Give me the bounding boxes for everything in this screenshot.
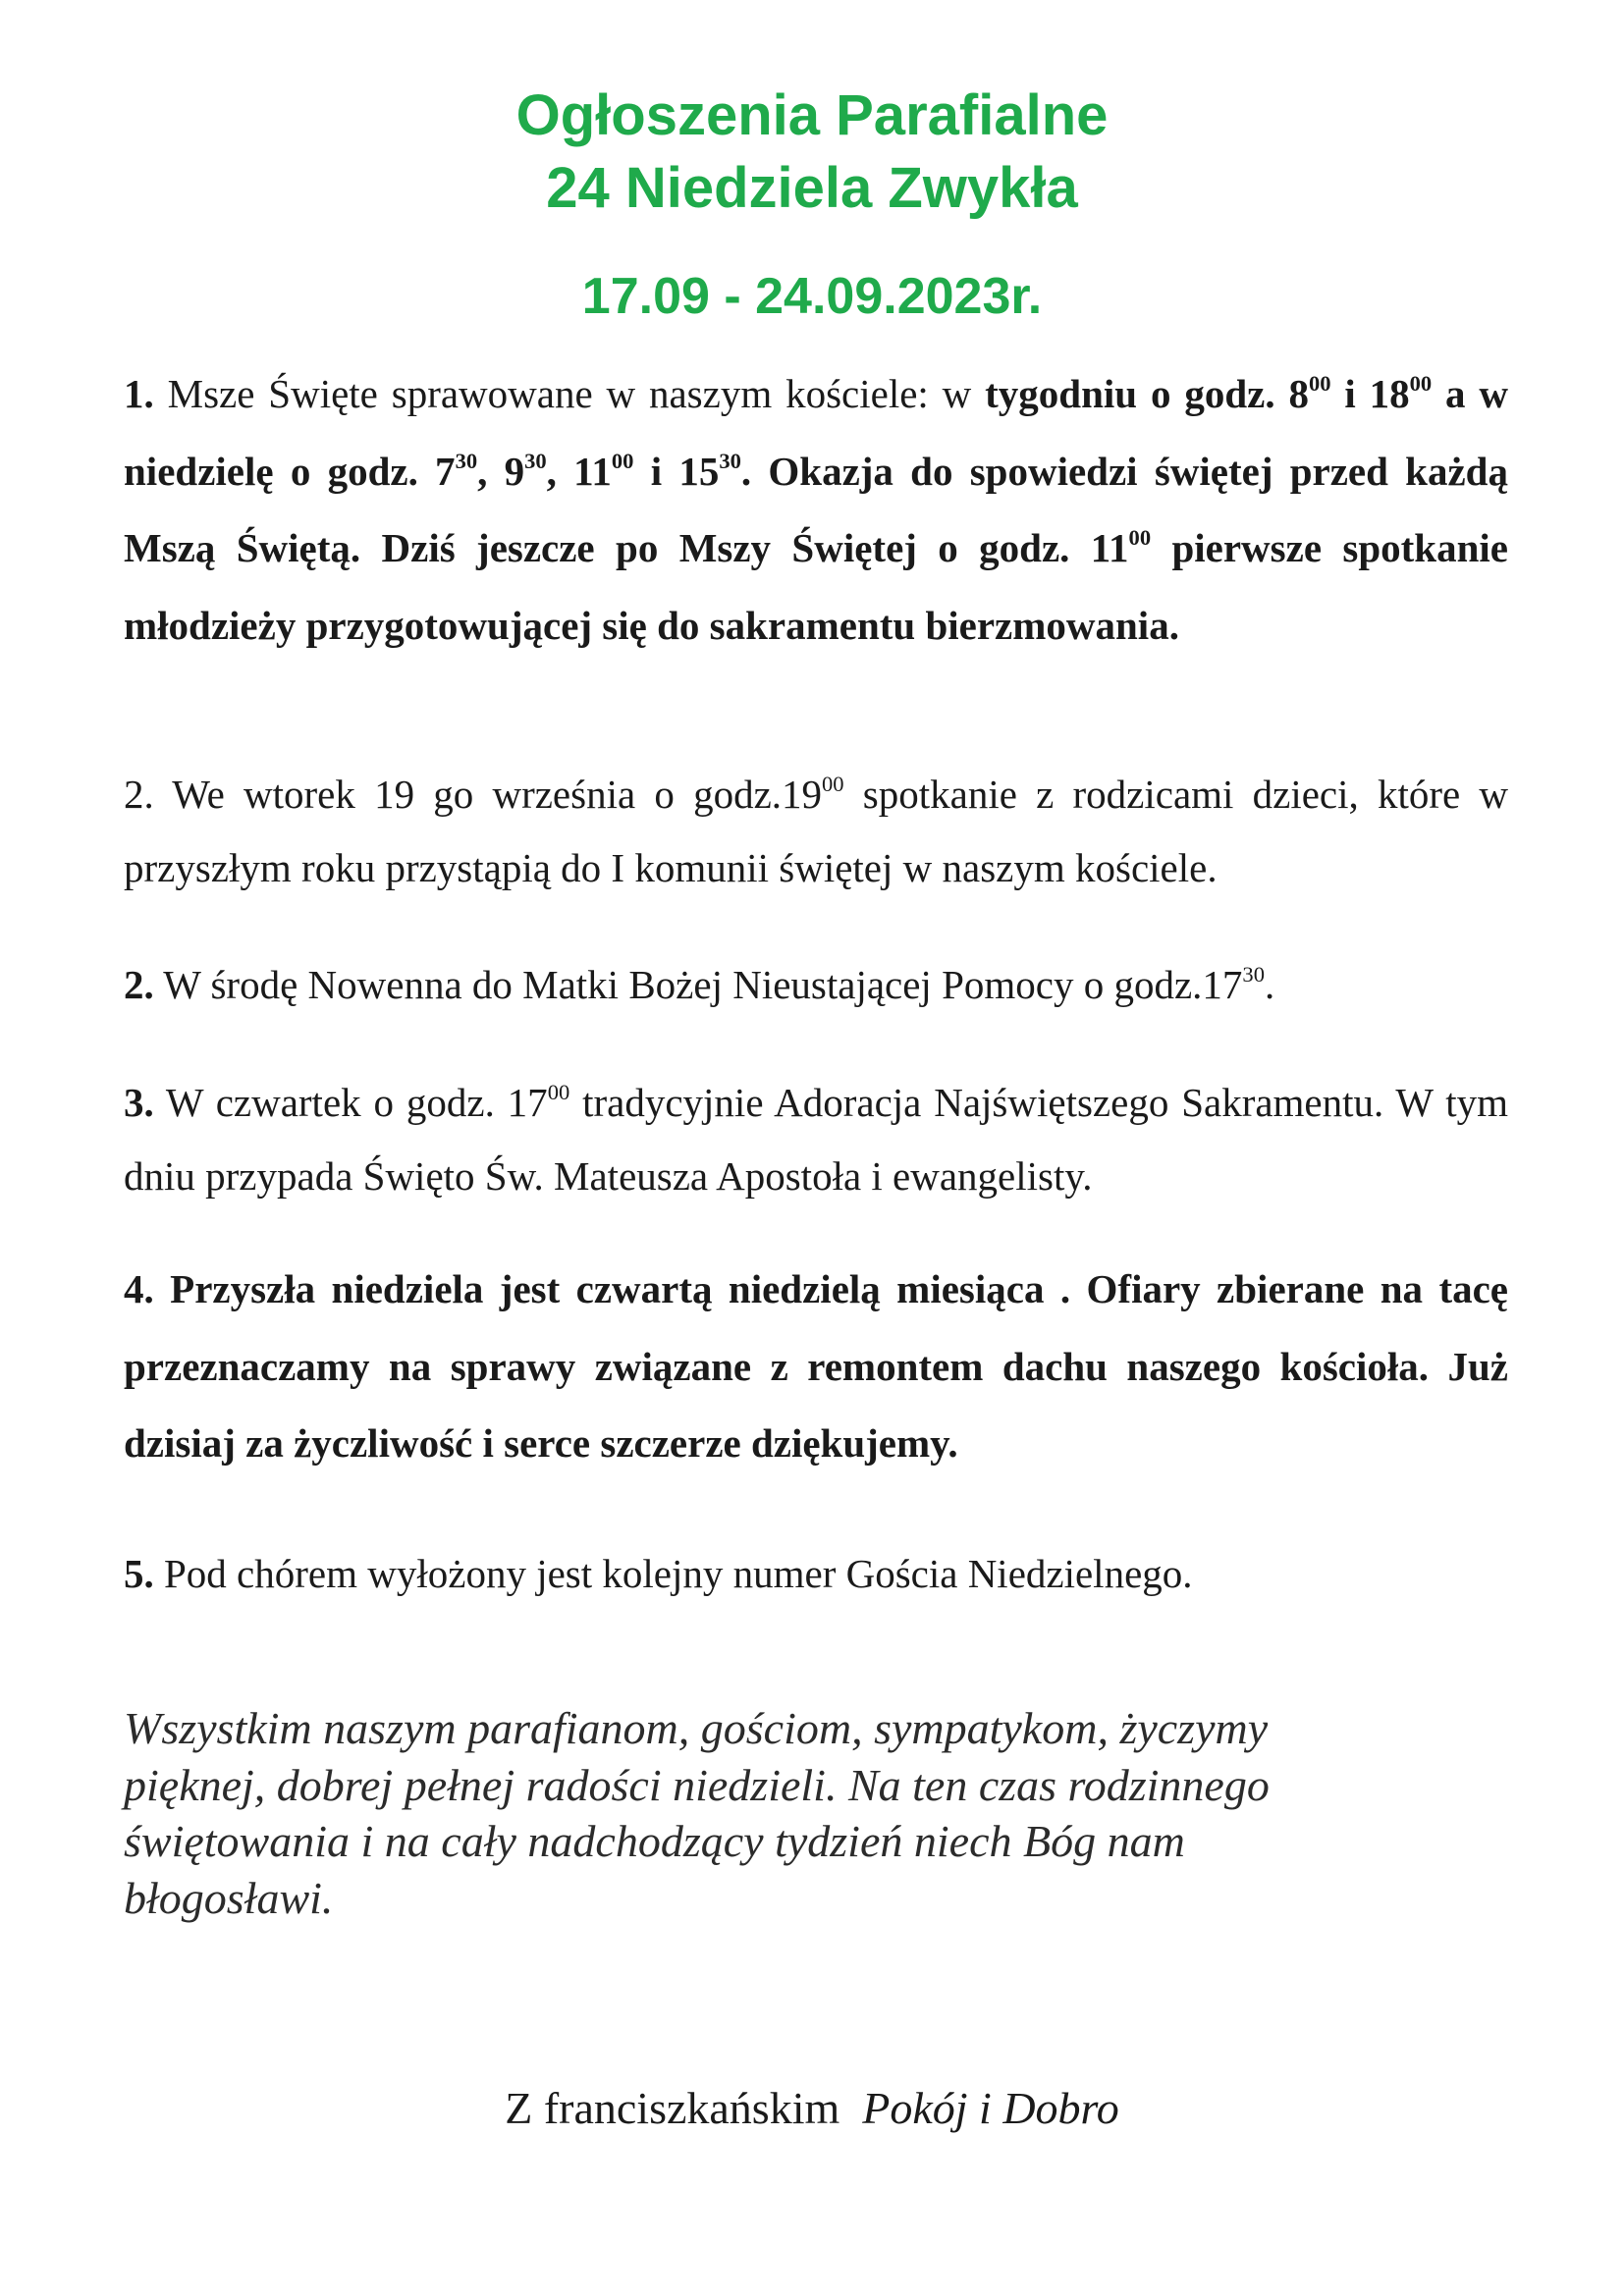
announcement-6-number: 5.	[124, 1551, 154, 1596]
wishes-line: Wszystkim naszym parafianom, gościom, sympatykom, życzymy	[124, 1703, 1269, 1753]
announcement-3-end: .	[1264, 962, 1275, 1007]
time-superscript: 30	[719, 448, 741, 473]
closing-greeting	[0, 2081, 1624, 2136]
announcement-1-bold-2: i 18	[1330, 371, 1410, 416]
announcement-4-text-2: tradycyjnie Adoracja Najświętszego Sakramentu. W tym dniu przypada Święto Św. Mateusza Apostoła i ewangelisty.	[124, 1080, 1509, 1199]
closing-regular: Z franciszkańskim	[505, 2083, 863, 2133]
announcement-4-text: W czwartek o godz. 17	[153, 1080, 548, 1125]
announcement-5	[124, 1251, 1508, 1482]
wishes-block	[124, 1700, 1430, 1926]
wishes-line: błogosławi.	[124, 1872, 334, 1923]
time-superscript: 00	[1409, 371, 1433, 397]
announcement-1-bold-6: i 15	[633, 448, 720, 494]
time-superscript: 30	[1242, 962, 1265, 988]
page-title: Ogłoszenia Parafialne	[515, 83, 1109, 147]
page-subtitle: 24 Niedziela Zwykła	[546, 156, 1078, 220]
announcement-3	[124, 948, 1508, 1022]
announcement-4	[124, 1066, 1508, 1213]
announcement-2-text-2: spotkanie z rodzicami dzieci, które w przyszłym roku przystąpią do I komunii świętej w naszym kościele.	[124, 772, 1509, 890]
announcement-3-number: 2.	[124, 962, 154, 1007]
announcement-2	[124, 758, 1508, 905]
announcement-3-text: W środę Nowenna do Matki Bożej Nieustającej Pomocy o godz.17	[153, 962, 1243, 1007]
announcement-1-text: Msze Święte sprawowane w naszym kościele: w	[153, 371, 986, 416]
date-range: 17.09 - 24.09.2023r.	[581, 268, 1043, 325]
wishes-line: pięknej, dobrej pełnej radości niedzieli. Na ten czas rodzinnego	[124, 1759, 1270, 1810]
announcement-4-number: 3.	[124, 1080, 154, 1125]
announcement-1-bold-1: tygodniu o godz. 8	[985, 371, 1309, 416]
time-superscript: 00	[822, 772, 844, 797]
wishes-line: świętowania i na cały nadchodzący tydzień niech Bóg nam	[124, 1816, 1185, 1866]
time-superscript: 00	[547, 1080, 570, 1105]
time-superscript: 00	[1308, 371, 1331, 397]
announcement-1-number: 1.	[124, 371, 154, 416]
time-superscript: 30	[524, 448, 547, 473]
time-superscript: 00	[611, 448, 634, 473]
time-superscript: 30	[455, 448, 478, 473]
announcement-1-bold-4: , 9	[477, 448, 525, 494]
announcement-6-text: Pod chórem wyłożony jest kolejny numer Gościa Niedzielnego.	[153, 1551, 1193, 1596]
time-superscript: 00	[1128, 525, 1152, 551]
announcement-1-bold-3: a w niedzielę o godz. 7	[124, 371, 1509, 494]
announcement-6	[124, 1537, 1508, 1611]
announcement-1-bold-7: . Okazja do spowiedzi świętej przed każdą Mszą Świętą. Dziś jeszcze po Mszy Świętej o godz. 11	[124, 448, 1508, 570]
announcement-2-text: 2. We wtorek 19 go września o godz.19	[124, 772, 823, 817]
announcement-1-bold-5: , 11	[546, 448, 612, 494]
announcement-5-text: 4. Przyszła niedziela jest czwartą niedzielą miesiąca . Ofiary zbierane na tacę przeznaczamy na sprawy związane z remontem dachu naszego kościoła. Już dzisiaj za życzliwość i serce szczerze dziękujemy.	[124, 1266, 1508, 1466]
announcement-1	[124, 355, 1508, 664]
closing-italic: Pokój i Dobro	[862, 2083, 1119, 2133]
announcement-1-bold-8: pierwsze spotkanie młodzieży przygotowującej się do sakramentu bierzmowania.	[124, 525, 1508, 648]
